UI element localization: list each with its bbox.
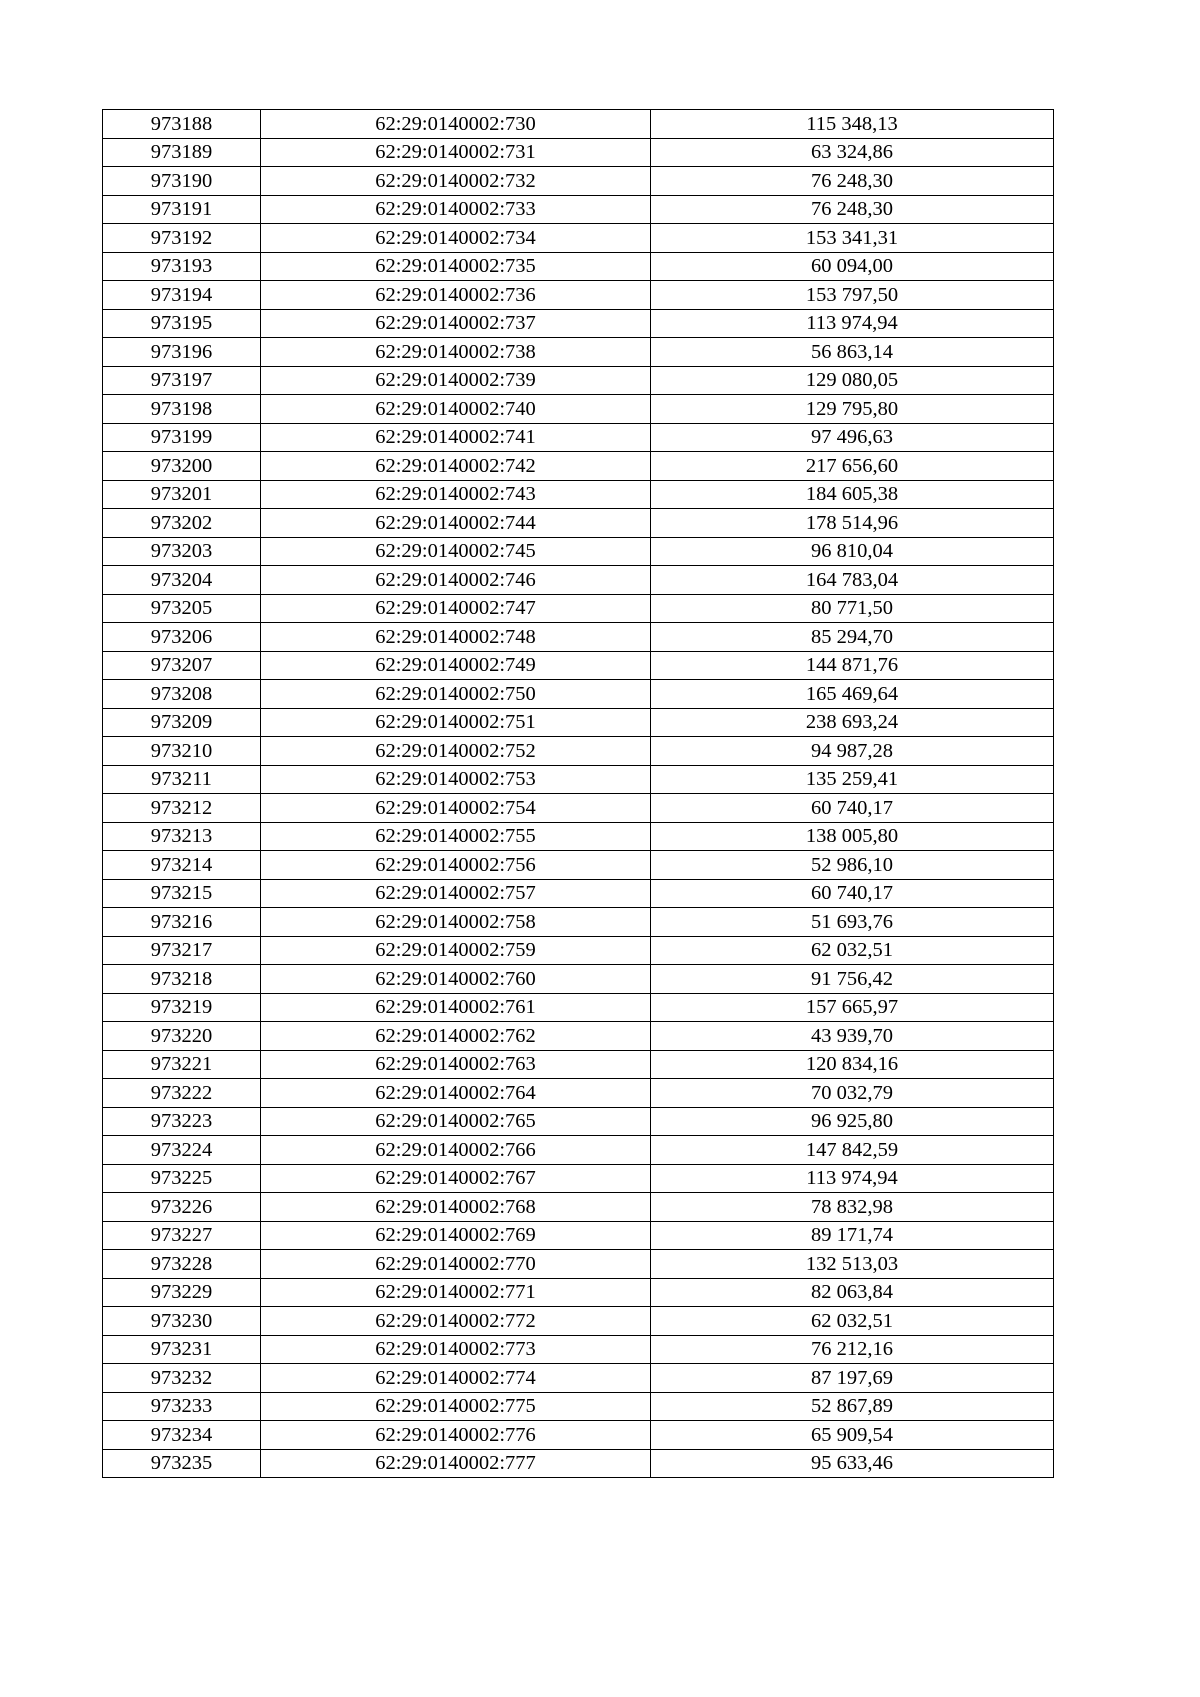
cadastral-number-cell: 62:29:0140002:743 bbox=[261, 480, 651, 509]
cadastral-number-cell: 62:29:0140002:758 bbox=[261, 908, 651, 937]
cadastral-value-cell: 138 005,80 bbox=[651, 822, 1054, 851]
row-number-cell: 973204 bbox=[103, 566, 261, 595]
cadastral-number-cell: 62:29:0140002:751 bbox=[261, 708, 651, 737]
cadastral-value-table bbox=[102, 109, 1054, 1478]
cadastral-value-cell: 94 987,28 bbox=[651, 737, 1054, 766]
cadastral-number-cell: 62:29:0140002:767 bbox=[261, 1164, 651, 1193]
cadastral-value-cell: 60 094,00 bbox=[651, 252, 1054, 281]
cadastral-value-cell: 60 740,17 bbox=[651, 879, 1054, 908]
table-row bbox=[103, 594, 1054, 623]
cadastral-number-cell: 62:29:0140002:775 bbox=[261, 1392, 651, 1421]
row-number-cell: 973205 bbox=[103, 594, 261, 623]
row-number-cell: 973223 bbox=[103, 1107, 261, 1136]
table-row bbox=[103, 1278, 1054, 1307]
row-number-cell: 973202 bbox=[103, 509, 261, 538]
table-row bbox=[103, 1050, 1054, 1079]
cadastral-number-cell: 62:29:0140002:741 bbox=[261, 423, 651, 452]
table-row bbox=[103, 765, 1054, 794]
cadastral-value-cell: 56 863,14 bbox=[651, 338, 1054, 367]
table-row bbox=[103, 1307, 1054, 1336]
cadastral-value-cell: 63 324,86 bbox=[651, 138, 1054, 167]
cadastral-number-cell: 62:29:0140002:771 bbox=[261, 1278, 651, 1307]
table-row bbox=[103, 423, 1054, 452]
row-number-cell: 973209 bbox=[103, 708, 261, 737]
cadastral-value-cell: 96 925,80 bbox=[651, 1107, 1054, 1136]
row-number-cell: 973231 bbox=[103, 1335, 261, 1364]
table-row bbox=[103, 993, 1054, 1022]
cadastral-value-cell: 78 832,98 bbox=[651, 1193, 1054, 1222]
row-number-cell: 973200 bbox=[103, 452, 261, 481]
cadastral-value-cell: 135 259,41 bbox=[651, 765, 1054, 794]
cadastral-number-cell: 62:29:0140002:754 bbox=[261, 794, 651, 823]
cadastral-number-cell: 62:29:0140002:744 bbox=[261, 509, 651, 538]
row-number-cell: 973219 bbox=[103, 993, 261, 1022]
table-row bbox=[103, 1250, 1054, 1279]
cadastral-number-cell: 62:29:0140002:739 bbox=[261, 366, 651, 395]
cadastral-number-cell: 62:29:0140002:765 bbox=[261, 1107, 651, 1136]
row-number-cell: 973210 bbox=[103, 737, 261, 766]
row-number-cell: 973194 bbox=[103, 281, 261, 310]
cadastral-number-cell: 62:29:0140002:746 bbox=[261, 566, 651, 595]
row-number-cell: 973189 bbox=[103, 138, 261, 167]
cadastral-value-cell: 153 797,50 bbox=[651, 281, 1054, 310]
cadastral-value-cell: 120 834,16 bbox=[651, 1050, 1054, 1079]
cadastral-number-cell: 62:29:0140002:764 bbox=[261, 1079, 651, 1108]
table-row bbox=[103, 794, 1054, 823]
cadastral-number-cell: 62:29:0140002:732 bbox=[261, 167, 651, 196]
cadastral-number-cell: 62:29:0140002:747 bbox=[261, 594, 651, 623]
cadastral-number-cell: 62:29:0140002:768 bbox=[261, 1193, 651, 1222]
cadastral-number-cell: 62:29:0140002:753 bbox=[261, 765, 651, 794]
row-number-cell: 973193 bbox=[103, 252, 261, 281]
cadastral-number-cell: 62:29:0140002:737 bbox=[261, 309, 651, 338]
table-row bbox=[103, 138, 1054, 167]
table-row bbox=[103, 879, 1054, 908]
cadastral-value-cell: 52 986,10 bbox=[651, 851, 1054, 880]
row-number-cell: 973197 bbox=[103, 366, 261, 395]
cadastral-value-cell: 65 909,54 bbox=[651, 1421, 1054, 1450]
table-row bbox=[103, 110, 1054, 139]
cadastral-value-cell: 184 605,38 bbox=[651, 480, 1054, 509]
table-row bbox=[103, 680, 1054, 709]
cadastral-value-cell: 76 248,30 bbox=[651, 167, 1054, 196]
row-number-cell: 973208 bbox=[103, 680, 261, 709]
cadastral-number-cell: 62:29:0140002:774 bbox=[261, 1364, 651, 1393]
cadastral-value-cell: 153 341,31 bbox=[651, 224, 1054, 253]
row-number-cell: 973215 bbox=[103, 879, 261, 908]
table-row bbox=[103, 252, 1054, 281]
cadastral-value-cell: 147 842,59 bbox=[651, 1136, 1054, 1165]
row-number-cell: 973201 bbox=[103, 480, 261, 509]
cadastral-value-cell: 95 633,46 bbox=[651, 1449, 1054, 1478]
cadastral-number-cell: 62:29:0140002:766 bbox=[261, 1136, 651, 1165]
cadastral-number-cell: 62:29:0140002:750 bbox=[261, 680, 651, 709]
row-number-cell: 973211 bbox=[103, 765, 261, 794]
cadastral-number-cell: 62:29:0140002:752 bbox=[261, 737, 651, 766]
cadastral-value-cell: 113 974,94 bbox=[651, 1164, 1054, 1193]
cadastral-number-cell: 62:29:0140002:772 bbox=[261, 1307, 651, 1336]
cadastral-number-cell: 62:29:0140002:738 bbox=[261, 338, 651, 367]
table-row bbox=[103, 1107, 1054, 1136]
table-row bbox=[103, 1164, 1054, 1193]
table-row bbox=[103, 708, 1054, 737]
table-row bbox=[103, 1221, 1054, 1250]
cadastral-value-cell: 70 032,79 bbox=[651, 1079, 1054, 1108]
cadastral-number-cell: 62:29:0140002:776 bbox=[261, 1421, 651, 1450]
table-row bbox=[103, 1392, 1054, 1421]
table-row bbox=[103, 281, 1054, 310]
row-number-cell: 973227 bbox=[103, 1221, 261, 1250]
row-number-cell: 973213 bbox=[103, 822, 261, 851]
table-row bbox=[103, 509, 1054, 538]
row-number-cell: 973232 bbox=[103, 1364, 261, 1393]
cadastral-value-cell: 89 171,74 bbox=[651, 1221, 1054, 1250]
table-row bbox=[103, 1364, 1054, 1393]
row-number-cell: 973196 bbox=[103, 338, 261, 367]
cadastral-value-cell: 115 348,13 bbox=[651, 110, 1054, 139]
cadastral-value-cell: 76 212,16 bbox=[651, 1335, 1054, 1364]
cadastral-number-cell: 62:29:0140002:742 bbox=[261, 452, 651, 481]
cadastral-number-cell: 62:29:0140002:770 bbox=[261, 1250, 651, 1279]
cadastral-number-cell: 62:29:0140002:756 bbox=[261, 851, 651, 880]
table-row bbox=[103, 936, 1054, 965]
row-number-cell: 973207 bbox=[103, 651, 261, 680]
table-row bbox=[103, 366, 1054, 395]
table-row bbox=[103, 965, 1054, 994]
table-row bbox=[103, 1449, 1054, 1478]
row-number-cell: 973199 bbox=[103, 423, 261, 452]
row-number-cell: 973218 bbox=[103, 965, 261, 994]
row-number-cell: 973190 bbox=[103, 167, 261, 196]
table-row bbox=[103, 537, 1054, 566]
cadastral-number-cell: 62:29:0140002:773 bbox=[261, 1335, 651, 1364]
cadastral-value-cell: 164 783,04 bbox=[651, 566, 1054, 595]
row-number-cell: 973228 bbox=[103, 1250, 261, 1279]
row-number-cell: 973195 bbox=[103, 309, 261, 338]
row-number-cell: 973225 bbox=[103, 1164, 261, 1193]
cadastral-value-cell: 62 032,51 bbox=[651, 1307, 1054, 1336]
cadastral-value-cell: 129 795,80 bbox=[651, 395, 1054, 424]
cadastral-value-cell: 97 496,63 bbox=[651, 423, 1054, 452]
table-row bbox=[103, 908, 1054, 937]
row-number-cell: 973226 bbox=[103, 1193, 261, 1222]
row-number-cell: 973212 bbox=[103, 794, 261, 823]
row-number-cell: 973203 bbox=[103, 537, 261, 566]
cadastral-value-cell: 76 248,30 bbox=[651, 195, 1054, 224]
cadastral-number-cell: 62:29:0140002:763 bbox=[261, 1050, 651, 1079]
row-number-cell: 973235 bbox=[103, 1449, 261, 1478]
row-number-cell: 973230 bbox=[103, 1307, 261, 1336]
cadastral-value-cell: 87 197,69 bbox=[651, 1364, 1054, 1393]
cadastral-value-cell: 51 693,76 bbox=[651, 908, 1054, 937]
table-row bbox=[103, 651, 1054, 680]
cadastral-value-cell: 52 867,89 bbox=[651, 1392, 1054, 1421]
cadastral-number-cell: 62:29:0140002:736 bbox=[261, 281, 651, 310]
row-number-cell: 973222 bbox=[103, 1079, 261, 1108]
cadastral-number-cell: 62:29:0140002:734 bbox=[261, 224, 651, 253]
table-row bbox=[103, 452, 1054, 481]
table-row bbox=[103, 224, 1054, 253]
cadastral-number-cell: 62:29:0140002:777 bbox=[261, 1449, 651, 1478]
table-row bbox=[103, 623, 1054, 652]
cadastral-value-cell: 85 294,70 bbox=[651, 623, 1054, 652]
table-row bbox=[103, 1136, 1054, 1165]
cadastral-value-cell: 165 469,64 bbox=[651, 680, 1054, 709]
cadastral-number-cell: 62:29:0140002:733 bbox=[261, 195, 651, 224]
table-body bbox=[103, 110, 1054, 1478]
cadastral-value-cell: 144 871,76 bbox=[651, 651, 1054, 680]
table-row bbox=[103, 309, 1054, 338]
cadastral-value-cell: 157 665,97 bbox=[651, 993, 1054, 1022]
table-row bbox=[103, 1421, 1054, 1450]
cadastral-value-cell: 178 514,96 bbox=[651, 509, 1054, 538]
cadastral-number-cell: 62:29:0140002:762 bbox=[261, 1022, 651, 1051]
row-number-cell: 973217 bbox=[103, 936, 261, 965]
cadastral-value-cell: 238 693,24 bbox=[651, 708, 1054, 737]
cadastral-value-cell: 113 974,94 bbox=[651, 309, 1054, 338]
cadastral-value-cell: 217 656,60 bbox=[651, 452, 1054, 481]
row-number-cell: 973221 bbox=[103, 1050, 261, 1079]
cadastral-number-cell: 62:29:0140002:759 bbox=[261, 936, 651, 965]
row-number-cell: 973188 bbox=[103, 110, 261, 139]
row-number-cell: 973234 bbox=[103, 1421, 261, 1450]
cadastral-number-cell: 62:29:0140002:730 bbox=[261, 110, 651, 139]
row-number-cell: 973191 bbox=[103, 195, 261, 224]
row-number-cell: 973206 bbox=[103, 623, 261, 652]
cadastral-number-cell: 62:29:0140002:757 bbox=[261, 879, 651, 908]
cadastral-number-cell: 62:29:0140002:769 bbox=[261, 1221, 651, 1250]
row-number-cell: 973233 bbox=[103, 1392, 261, 1421]
table-row bbox=[103, 851, 1054, 880]
table-row bbox=[103, 1022, 1054, 1051]
table-row bbox=[103, 737, 1054, 766]
cadastral-value-cell: 43 939,70 bbox=[651, 1022, 1054, 1051]
cadastral-number-cell: 62:29:0140002:745 bbox=[261, 537, 651, 566]
table-row bbox=[103, 1335, 1054, 1364]
row-number-cell: 973198 bbox=[103, 395, 261, 424]
cadastral-value-cell: 80 771,50 bbox=[651, 594, 1054, 623]
cadastral-number-cell: 62:29:0140002:760 bbox=[261, 965, 651, 994]
table-row bbox=[103, 338, 1054, 367]
cadastral-value-cell: 96 810,04 bbox=[651, 537, 1054, 566]
table-row bbox=[103, 1079, 1054, 1108]
row-number-cell: 973220 bbox=[103, 1022, 261, 1051]
cadastral-value-cell: 82 063,84 bbox=[651, 1278, 1054, 1307]
cadastral-number-cell: 62:29:0140002:731 bbox=[261, 138, 651, 167]
cadastral-value-cell: 129 080,05 bbox=[651, 366, 1054, 395]
table-row bbox=[103, 480, 1054, 509]
row-number-cell: 973216 bbox=[103, 908, 261, 937]
row-number-cell: 973214 bbox=[103, 851, 261, 880]
cadastral-value-cell: 60 740,17 bbox=[651, 794, 1054, 823]
table-row bbox=[103, 1193, 1054, 1222]
table-row bbox=[103, 566, 1054, 595]
cadastral-number-cell: 62:29:0140002:740 bbox=[261, 395, 651, 424]
cadastral-number-cell: 62:29:0140002:735 bbox=[261, 252, 651, 281]
row-number-cell: 973229 bbox=[103, 1278, 261, 1307]
table-row bbox=[103, 195, 1054, 224]
cadastral-number-cell: 62:29:0140002:748 bbox=[261, 623, 651, 652]
cadastral-number-cell: 62:29:0140002:749 bbox=[261, 651, 651, 680]
cadastral-number-cell: 62:29:0140002:761 bbox=[261, 993, 651, 1022]
cadastral-value-cell: 132 513,03 bbox=[651, 1250, 1054, 1279]
cadastral-value-cell: 91 756,42 bbox=[651, 965, 1054, 994]
row-number-cell: 973224 bbox=[103, 1136, 261, 1165]
cadastral-number-cell: 62:29:0140002:755 bbox=[261, 822, 651, 851]
table-row bbox=[103, 395, 1054, 424]
row-number-cell: 973192 bbox=[103, 224, 261, 253]
cadastral-value-cell: 62 032,51 bbox=[651, 936, 1054, 965]
table-row bbox=[103, 167, 1054, 196]
table-row bbox=[103, 822, 1054, 851]
